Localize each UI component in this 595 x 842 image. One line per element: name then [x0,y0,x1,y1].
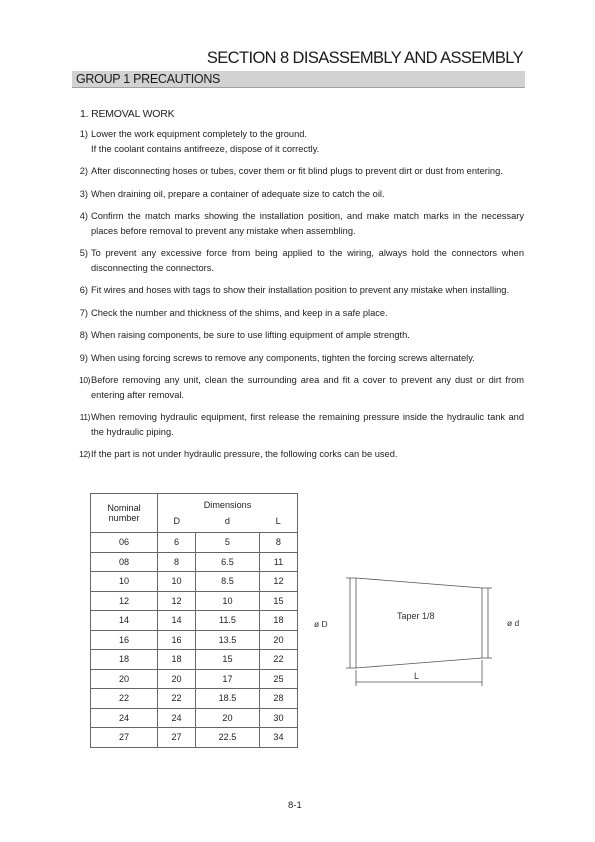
nominal-cell: 20 [91,669,158,689]
d-cell: 18.5 [196,689,260,709]
table-row [91,591,298,611]
nominal-cell: 24 [91,708,158,728]
D-cell: 6 [158,533,196,553]
D-cell: 10 [158,572,196,592]
item-number: 11) [79,412,90,422]
column-header-D: D [158,516,196,533]
L-cell: 11 [259,552,297,572]
L-cell: 18 [259,611,297,631]
list-item [72,164,524,179]
item-number: 3) [79,188,88,199]
L-cell: 30 [259,708,297,728]
item-text: Confirm the match marks showing the installation position, and make match marks in the necessary places before removal to prevent any mistake when assembling. [91,211,524,236]
d-cell: 11.5 [196,611,260,631]
dimensions-header: Dimensions [158,494,298,517]
precaution-list [72,127,524,470]
item-text: After disconnecting hoses or tubes, cover them or fit blind plugs to prevent dirt or dust from entering. [91,166,503,176]
group-title: GROUP 1 PRECAUTIONS [76,72,221,86]
item-text: If the part is not under hydraulic pressure, the following corks can be used. [91,449,398,459]
column-header-d: d [196,516,260,533]
item-text-line: Lower the work equipment completely to the ground. [91,129,308,139]
item-number: 5) [79,248,88,258]
item-number: 6) [79,285,88,295]
table-row [91,533,298,553]
label-taper: Taper 1/8 [397,611,435,621]
L-cell: 34 [259,728,297,748]
removal-work-heading: 1. REMOVAL WORK [80,108,175,120]
item-number: 10) [79,375,90,385]
table-row [91,708,298,728]
nominal-cell: 18 [91,650,158,670]
L-cell: 28 [259,689,297,709]
table-row [91,728,298,748]
item-text: When removing hydraulic equipment, first release the remaining pressure inside the hydraulic tank and the hydraulic piping. [91,412,524,437]
list-item [72,127,524,156]
label-d: ø d [507,618,520,628]
D-cell: 20 [158,669,196,689]
list-item [72,328,524,343]
list-item [72,246,524,275]
D-cell: 12 [158,591,196,611]
D-cell: 24 [158,708,196,728]
table-row [91,650,298,670]
d-cell: 17 [196,669,260,689]
item-text-line: If the coolant contains antifreeze, dispose of it correctly. [91,143,320,154]
d-cell: 20 [196,708,260,728]
item-text: Check the number and thickness of the shims, and keep in a safe place. [91,307,388,318]
list-item [72,187,524,202]
item-text: When using forcing screws to remove any components, tighten the forcing screws alternately. [91,352,475,363]
group-title-bar [72,71,525,88]
D-cell: 22 [158,689,196,709]
d-cell: 13.5 [196,630,260,650]
D-cell: 16 [158,630,196,650]
item-number: 9) [79,352,88,363]
list-item [72,373,524,402]
nominal-cell: 14 [91,611,158,631]
d-cell: 15 [196,650,260,670]
nominal-number-header-text: Nominal number [107,503,141,523]
item-text: Fit wires and hoses with tags to show their installation position to prevent any mistake when installing. [91,285,510,295]
table-row [91,611,298,631]
list-item [72,447,524,462]
item-number: 4) [79,211,88,221]
item-text [91,127,524,156]
nominal-cell: 22 [91,689,158,709]
item-number: 2) [79,166,88,176]
nominal-cell: 12 [91,591,158,611]
list-item [72,283,524,298]
d-cell: 22.5 [196,728,260,748]
item-text: To prevent any excessive force from being applied to the wiring, always hold the connectors when disconnecting the connectors. [91,248,524,273]
item-text: Before removing any unit, clean the surrounding area and fit a cover to prevent any dust or dirt from entering after removal. [91,375,524,400]
list-item [72,351,524,366]
item-number: 12) [79,449,90,459]
nominal-cell: 16 [91,630,158,650]
d-cell: 8.5 [196,572,260,592]
label-L: L [414,671,420,681]
table-row [91,669,298,689]
nominal-cell: 06 [91,533,158,553]
L-cell: 8 [259,533,297,553]
table-row [91,572,298,592]
list-item [72,306,524,321]
item-number: 1) [79,129,88,139]
cork-taper-diagram [310,570,535,690]
section-title: SECTION 8 DISASSEMBLY AND ASSEMBLY [206,49,523,67]
list-item [72,410,524,439]
d-cell: 10 [196,591,260,611]
cork-outline [356,578,482,668]
table-row [91,552,298,572]
L-cell: 15 [259,591,297,611]
L-cell: 22 [259,650,297,670]
label-D: ø D [314,619,328,629]
table-row [91,630,298,650]
D-cell: 8 [158,552,196,572]
column-header-L: L [259,516,297,533]
item-text: When raising components, be sure to use lifting equipment of ample strength. [91,330,410,340]
nominal-cell: 10 [91,572,158,592]
nominal-cell: 27 [91,728,158,748]
list-item [72,209,524,238]
item-text: When draining oil, prepare a container of adequate size to catch the oil. [91,188,385,199]
D-cell: 27 [158,728,196,748]
nominal-cell: 08 [91,552,158,572]
item-number: 7) [79,307,88,318]
D-cell: 18 [158,650,196,670]
d-cell: 6.5 [196,552,260,572]
cork-dimensions-table [90,493,298,748]
table-row [91,689,298,709]
L-cell: 12 [259,572,297,592]
item-number: 8) [79,330,88,340]
L-cell: 25 [259,669,297,689]
nominal-number-header [91,494,158,533]
L-cell: 20 [259,630,297,650]
D-cell: 14 [158,611,196,631]
page-number: 8-1 [288,800,302,811]
d-cell: 5 [196,533,260,553]
table-body [91,533,298,748]
